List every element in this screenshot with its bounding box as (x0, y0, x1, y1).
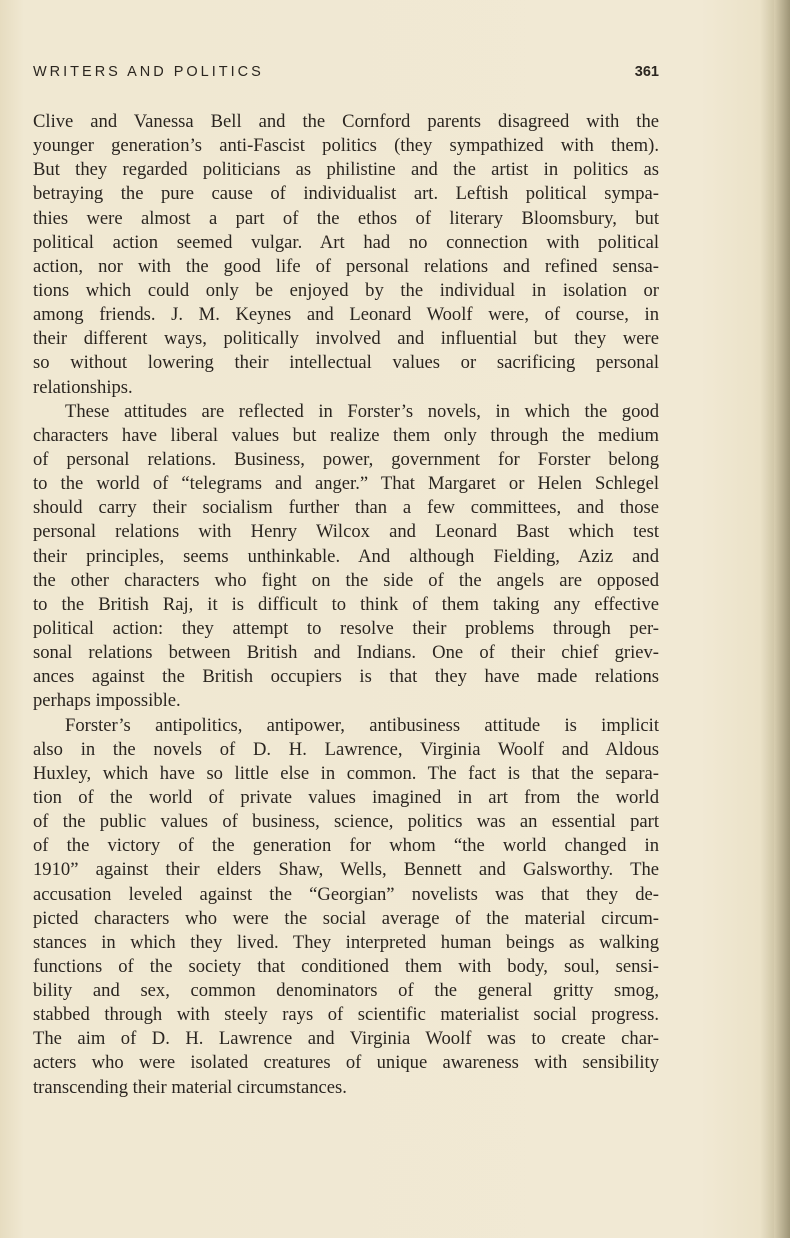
text-line: also in the novels of D. H. Lawrence, Virginia Woolf and Aldous (33, 738, 659, 760)
text-line: political action seemed vulgar. Art had no connection with political (33, 231, 659, 253)
text-line: accusation leveled against the “Georgian” novelists was that they de- (33, 883, 659, 905)
running-head-title: WRITERS AND POLITICS (33, 64, 264, 80)
text-line: characters have liberal values but realize them only through the medium (33, 424, 659, 446)
text-line: Clive and Vanessa Bell and the Cornford parents disagreed with the (33, 111, 659, 132)
text-line: thies were almost a part of the ethos of literary Bloomsbury, but (33, 207, 659, 229)
text-line: their different ways, politically involved and influential but they were (33, 328, 659, 350)
text-line: picted characters who were the social average of the material circum- (33, 907, 659, 929)
text-line: personal relations with Henry Wilcox and Leonard Bast which test (33, 521, 659, 543)
text-line: so without lowering their intellectual values or sacrificing personal (33, 352, 659, 374)
text-line: action, nor with the good life of personal relations and refined sensa- (33, 255, 659, 277)
text-line: the other characters who fight on the side of the angels are opposed (33, 569, 659, 591)
text-line: to the British Raj, it is difficult to think of them taking any effective (33, 593, 659, 615)
text-line: tions which could only be enjoyed by the individual in isolation or (33, 279, 659, 301)
text-line: relationships. (33, 376, 133, 398)
text-line: betraying the pure cause of individualist art. Leftish political sympa- (33, 183, 659, 205)
text-line: The aim of D. H. Lawrence and Virginia Woolf was to create char- (33, 1028, 659, 1050)
paragraph-first-line: Forster’s antipolitics, antipower, antibusiness attitude is implicit (65, 714, 659, 736)
text-line: bility and sex, common denominators of the general gritty smog, (33, 980, 659, 1002)
text-line: younger generation’s anti-Fascist politics (they sympathized with them). (33, 135, 659, 157)
text-line: functions of the society that conditioned them with body, soul, sensi- (33, 955, 659, 977)
text-line: their principles, seems unthinkable. And although Fielding, Aziz and (33, 545, 659, 567)
text-line: Huxley, which have so little else in common. The fact is that the separa- (33, 762, 659, 784)
text-line: among friends. J. M. Keynes and Leonard Woolf were, of course, in (33, 304, 659, 326)
text-line: of the public values of business, science, politics was an essential part (33, 811, 659, 833)
text-line: But they regarded politicians as philistine and the artist in politics as (33, 159, 659, 181)
paragraph-first-line: These attitudes are reflected in Forster’s novels, in which the good (65, 400, 659, 422)
text-line: political action: they attempt to resolve their problems through per- (33, 617, 659, 639)
text-line: sonal relations between British and Indians. One of their chief griev- (33, 642, 659, 664)
text-line: of the victory of the generation for whom “the world changed in (33, 835, 659, 857)
text-line: ances against the British occupiers is that they have made relations (33, 666, 659, 688)
text-line: to the world of “telegrams and anger.” That Margaret or Helen Schlegel (33, 473, 659, 495)
page-number: 361 (634, 64, 659, 80)
text-line: of personal relations. Business, power, government for Forster belong (33, 448, 659, 470)
text-line: stances in which they lived. They interpreted human beings as walking (33, 931, 659, 953)
page-gutter-shadow (774, 0, 790, 1238)
running-head (33, 64, 659, 86)
text-line: should carry their socialism further than a few committees, and those (33, 497, 659, 519)
text-line: tion of the world of private values imagined in art from the world (33, 786, 659, 808)
text-line: acters who were isolated creatures of unique awareness with sensibility (33, 1052, 659, 1074)
text-line: stabbed through with steely rays of scientific materialist social progress. (33, 1004, 659, 1026)
text-line: perhaps impossible. (33, 690, 181, 712)
text-line: transcending their material circumstances. (33, 1076, 347, 1098)
text-line: 1910” against their elders Shaw, Wells, Bennett and Galsworthy. The (33, 859, 659, 881)
body-text (33, 110, 659, 1100)
